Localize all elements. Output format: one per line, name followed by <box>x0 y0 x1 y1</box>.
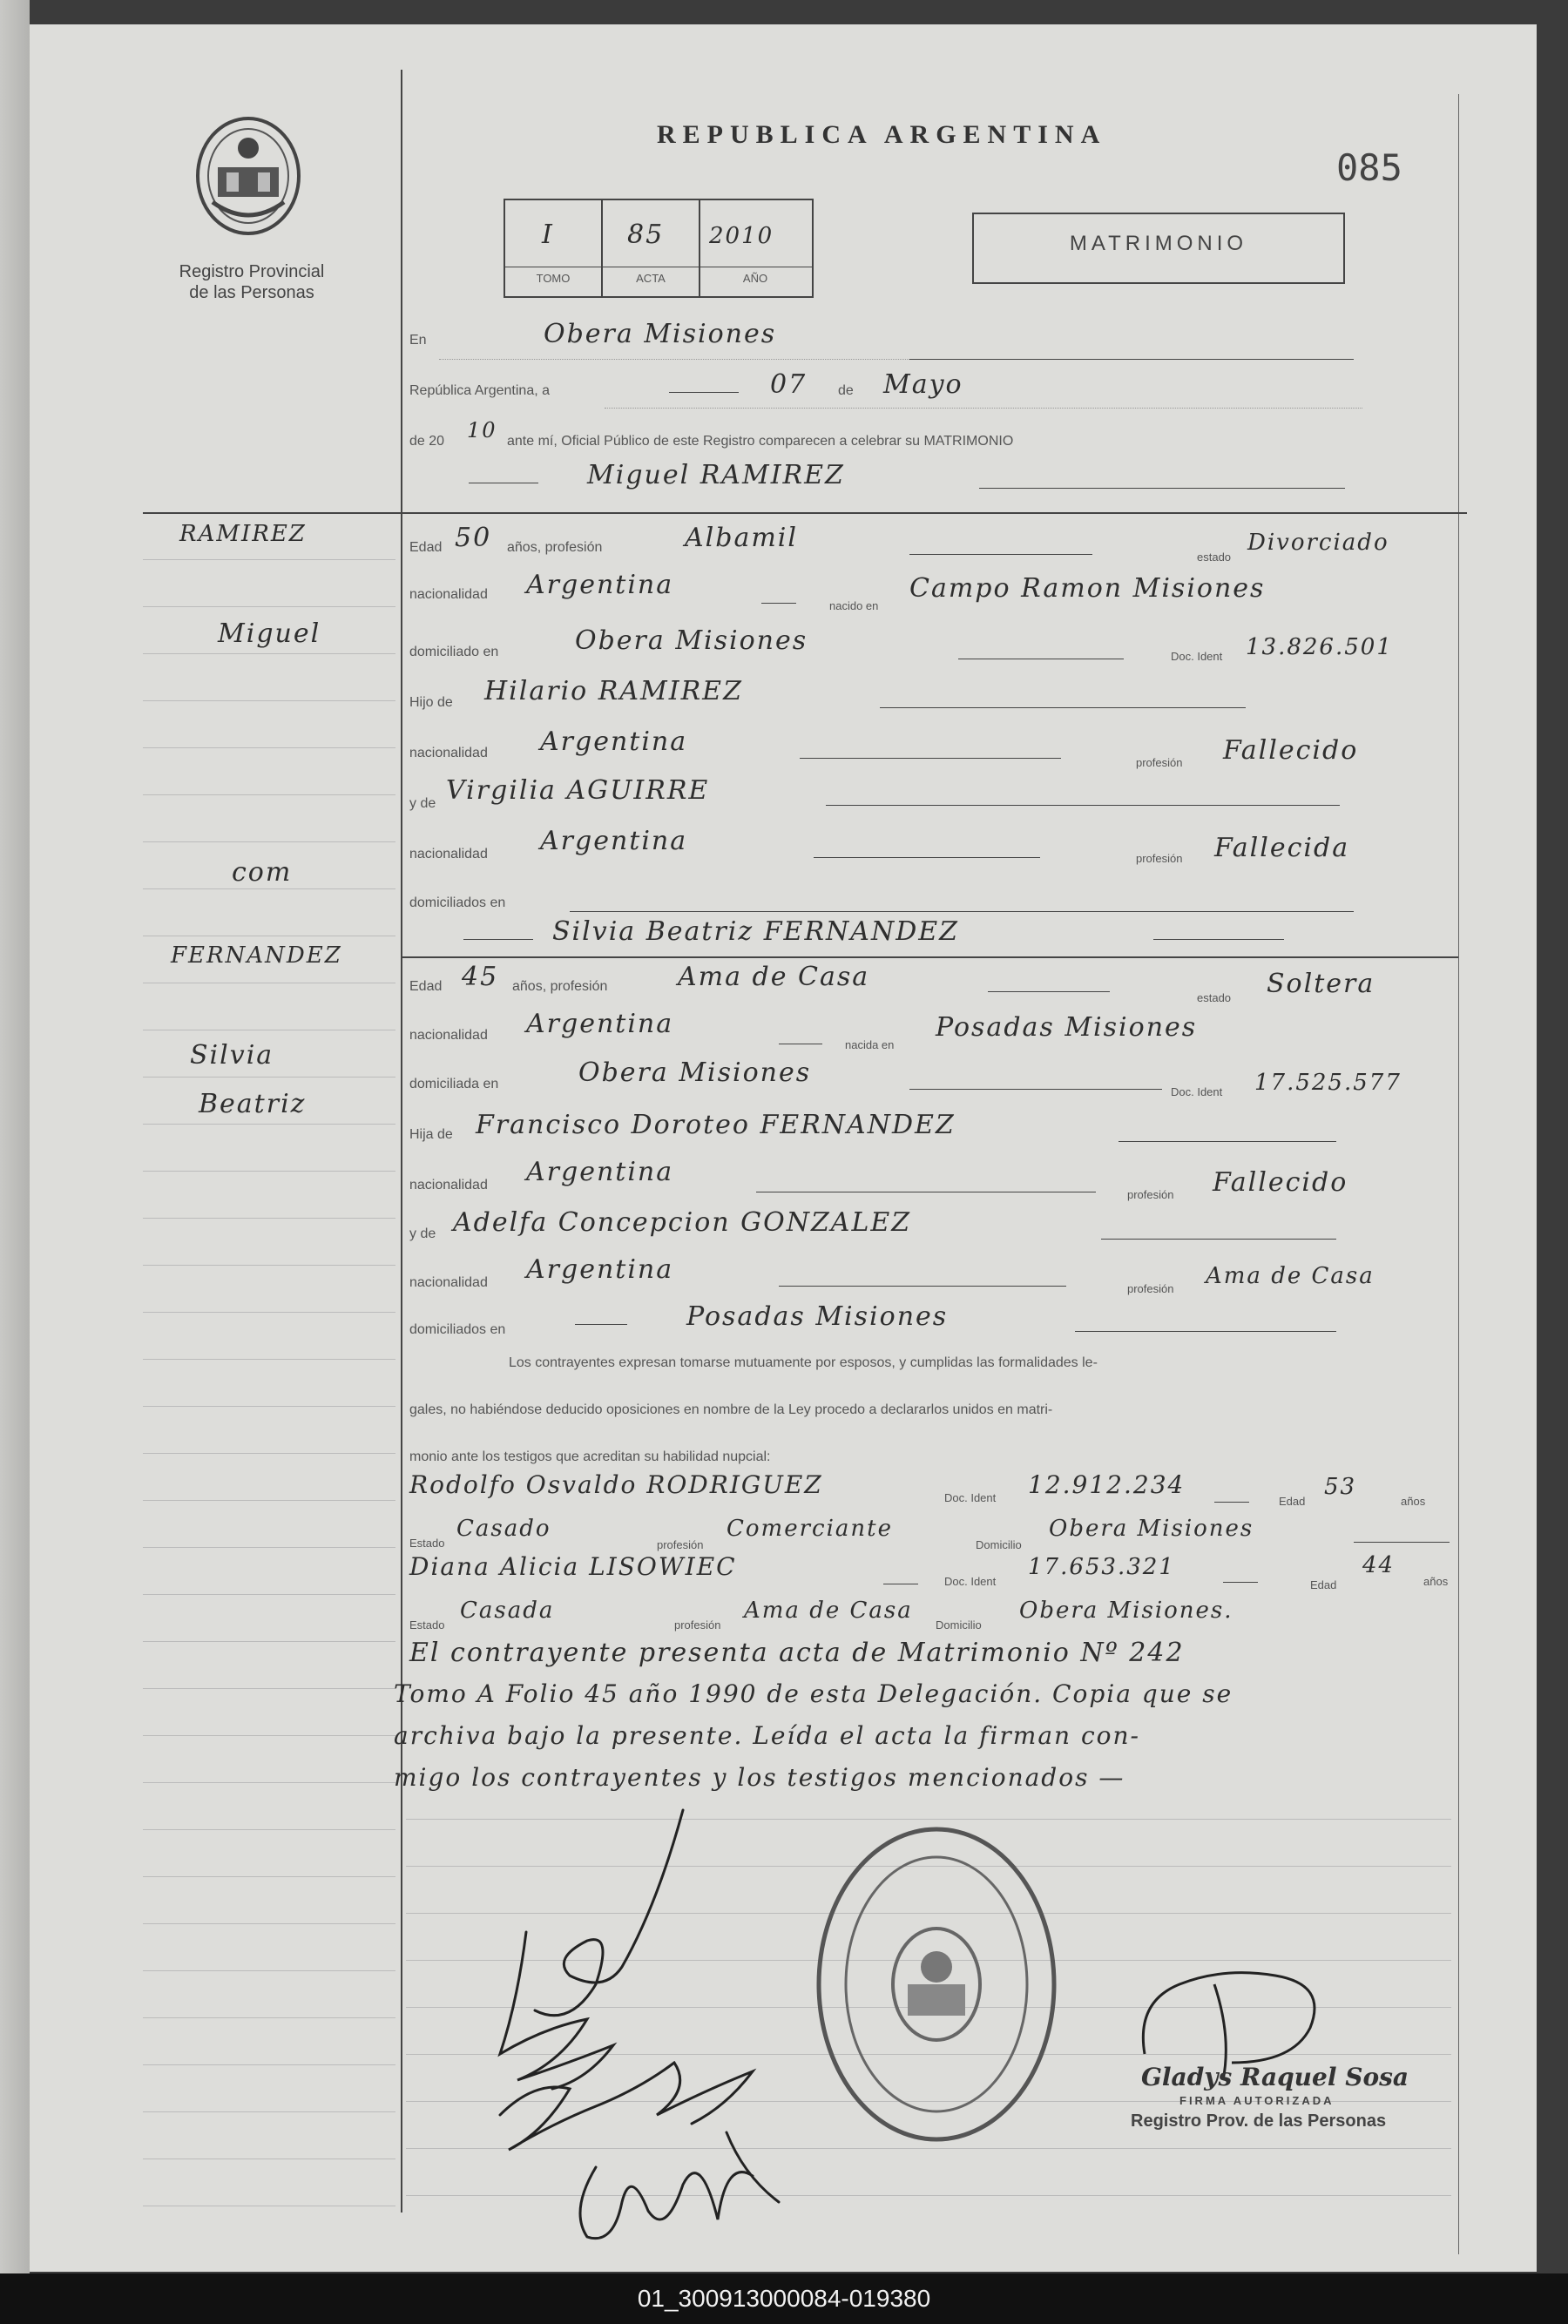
place: Obera Misiones <box>544 319 777 349</box>
margin-rule <box>143 700 395 701</box>
margin-rule <box>143 1594 395 1595</box>
bride-mother-nationality: Argentina <box>526 1254 674 1285</box>
groom-father-prof-label: profesión <box>1136 756 1183 769</box>
margin-rule <box>143 1500 395 1501</box>
margin-rule <box>143 1406 395 1407</box>
witness-2-profesion-label: profesión <box>674 1618 721 1632</box>
margin-bride-surname: FERNANDEZ <box>171 942 342 969</box>
witness-2-signature <box>580 2132 779 2239</box>
official-name: Gladys Raquel Sosa <box>1141 2063 1409 2091</box>
witness-2-anos-label: años <box>1423 1575 1449 1588</box>
bride-father: Francisco Doroteo FERNANDEZ <box>476 1110 956 1140</box>
margin-rule <box>143 2111 395 2112</box>
witness-1-profession: Comerciante <box>727 1516 893 1542</box>
margin-rule <box>143 1171 395 1172</box>
bride-anos-profesion-label: años, profesión <box>512 979 608 994</box>
declaration-line-2: gales, no habiéndose deducido oposiciones en nombre de la Ley procedo a declararlos unidos en matri- <box>409 1402 1053 1417</box>
margin-groom-name: Miguel <box>218 618 321 649</box>
margin-rule <box>143 1312 395 1313</box>
country-title: REPUBLICA ARGENTINA <box>657 120 1107 149</box>
official-stamp <box>810 1819 1063 2150</box>
image-code: 01_300913000084-019380 <box>637 2285 931 2312</box>
year-suffix: 10 <box>467 418 497 443</box>
margin-bride-name-2: Beatriz <box>199 1089 307 1119</box>
act-type: MATRIMONIO <box>1069 232 1248 255</box>
margin-rule <box>143 1641 395 1642</box>
witness-1-doc-label: Doc. Ident <box>944 1491 997 1504</box>
groom-mother-nationality: Argentina <box>540 826 688 856</box>
republica-label: República Argentina, a <box>409 383 550 398</box>
margin-rule <box>143 1876 395 1877</box>
margin-rule <box>143 606 395 607</box>
witness-2-age: 44 <box>1362 1552 1396 1578</box>
signatures-drawing <box>465 1801 866 2254</box>
left-column-divider <box>401 70 402 2213</box>
margin-bride-name-1: Silvia <box>190 1040 274 1071</box>
bride-section-divider <box>401 956 1458 958</box>
margin-groom-surname: RAMIREZ <box>179 521 307 547</box>
de-label: de <box>838 383 854 398</box>
bride-age: 45 <box>462 962 499 992</box>
bride-edad-label: Edad <box>409 979 443 994</box>
registry-line-1: Registro Provincial <box>179 262 325 281</box>
groom-father-nationality: Argentina <box>540 726 688 757</box>
groom-nacionalidad-label: nacionalidad <box>409 587 488 602</box>
bride-birthplace: Posadas Misiones <box>936 1012 1198 1043</box>
groom-mother-label: y de <box>409 796 436 811</box>
groom-section-divider <box>143 512 1467 514</box>
image-code-footer <box>0 2273 1568 2324</box>
official-title: FIRMA AUTORIZADA <box>1179 2094 1335 2107</box>
year-prefix: de 20 <box>409 434 445 449</box>
bride-mother-prof-label: profesión <box>1127 1282 1174 1295</box>
witness-2-domicile: Obera Misiones. <box>1019 1598 1233 1624</box>
bride-mother-label: y de <box>409 1226 436 1241</box>
margin-rule <box>143 1218 395 1219</box>
witness-1-edad-label: Edad <box>1279 1495 1306 1508</box>
margin-rule <box>143 1453 395 1454</box>
declaration-line-1: Los contrayentes expresan tomarse mutuamente por esposos, y cumplidas las formalidades le- <box>509 1355 1098 1370</box>
bride-father-nationality: Argentina <box>526 1157 674 1187</box>
witness-2-name: Diana Alicia LISOWIEC <box>409 1552 737 1581</box>
book-binding <box>0 0 30 2273</box>
margin-rule <box>143 1547 395 1548</box>
margin-rule <box>143 1688 395 1689</box>
groom-anos-profesion-label: años, profesión <box>507 540 603 555</box>
groom-age: 50 <box>455 523 492 553</box>
bride-parents-domicile: Posadas Misiones <box>686 1301 949 1332</box>
note-line-3: archiva bajo la presente. Leída el acta la firman con- <box>394 1721 1140 1750</box>
note-line-4: migo los contrayentes y los testigos mencionados — <box>394 1763 1125 1792</box>
tomo-label: TOMO <box>536 272 571 285</box>
witness-2-status: Casada <box>460 1598 555 1624</box>
witness-2-doc: 17.653.321 <box>1028 1554 1175 1580</box>
bride-domiciliada-label: domiciliada en <box>409 1077 499 1091</box>
declaration-line-3: monio ante los testigos que acreditan su habilidad nupcial: <box>409 1449 771 1464</box>
witness-1-domicilio-label: Domicilio <box>976 1538 1022 1551</box>
bride-doc: 17.525.577 <box>1254 1070 1402 1096</box>
official-office: Registro Prov. de las Personas <box>1131 2111 1387 2131</box>
witness-1-status: Casado <box>456 1516 551 1542</box>
registry-emblem <box>192 115 305 237</box>
margin-rule <box>143 653 395 654</box>
bride-father-profession: Fallecido <box>1213 1167 1348 1198</box>
groom-doc-label: Doc. Ident <box>1171 650 1223 663</box>
page-number: 085 <box>1336 146 1402 189</box>
bride-nacionalidad-label: nacionalidad <box>409 1028 488 1043</box>
bride-estado-label: estado <box>1197 991 1232 1004</box>
groom-father: Hilario RAMIREZ <box>484 676 743 706</box>
margin-rule <box>143 1265 395 1266</box>
witness-1-domicile: Obera Misiones <box>1049 1516 1254 1542</box>
margin-rule <box>143 2158 395 2159</box>
margin-rule <box>143 2017 395 2018</box>
tomo-value: I <box>542 220 554 250</box>
acta-label: ACTA <box>636 272 666 285</box>
bride-father-label: Hija de <box>409 1127 453 1142</box>
ano-label: AÑO <box>742 272 768 285</box>
margin-rule <box>143 888 395 889</box>
margin-rule <box>143 559 395 560</box>
note-line-1: El contrayente presenta acta de Matrimonio Nº 242 <box>409 1638 1185 1668</box>
groom-mother-profession: Fallecida <box>1214 833 1350 863</box>
bride-doc-label: Doc. Ident <box>1171 1085 1223 1098</box>
bride-nationality: Argentina <box>526 1009 674 1039</box>
groom-domiciliados-label: domiciliados en <box>409 895 506 910</box>
ano-value: 2010 <box>709 223 774 249</box>
margin-connector: com <box>232 857 293 888</box>
bride-mother-profession: Ama de Casa <box>1206 1263 1375 1289</box>
registry-emblem-icon <box>192 115 305 237</box>
groom-doc: 13.826.501 <box>1246 634 1393 660</box>
groom-edad-label: Edad <box>409 540 443 555</box>
bride-full-name: Silvia Beatriz FERNANDEZ <box>552 916 959 947</box>
groom-domicile: Obera Misiones <box>575 625 808 656</box>
groom-estado-label: estado <box>1197 551 1232 564</box>
groom-mother-nat-label: nacionalidad <box>409 847 488 861</box>
bride-signature <box>500 1932 613 2089</box>
bride-profession: Ama de Casa <box>678 962 870 992</box>
bride-mother: Adelfa Concepcion GONZALEZ <box>453 1207 912 1238</box>
acta-value: 85 <box>627 220 665 250</box>
note-line-2: Tomo A Folio 45 año 1990 de esta Delegación. Copia que se <box>394 1679 1233 1708</box>
witness-1-signature <box>500 2063 753 2150</box>
margin-rule <box>143 1923 395 1924</box>
act-type-box <box>972 213 1345 284</box>
witness-2-doc-label: Doc. Ident <box>944 1575 997 1588</box>
day: 07 <box>770 369 808 400</box>
record-number-box <box>504 199 814 298</box>
witness-2-estado-label: Estado <box>409 1618 445 1632</box>
margin-rule <box>143 1829 395 1830</box>
margin-rule <box>143 1359 395 1360</box>
groom-signature <box>535 1810 683 2016</box>
groom-full-name: Miguel RAMIREZ <box>587 460 845 490</box>
bride-civil-status: Soltera <box>1267 969 1375 999</box>
witness-1-name: Rodolfo Osvaldo RODRIGUEZ <box>409 1470 823 1499</box>
witness-2-profession: Ama de Casa <box>744 1598 913 1624</box>
groom-domiciliado-label: domiciliado en <box>409 645 499 659</box>
bride-father-prof-label: profesión <box>1127 1188 1174 1201</box>
certificate-sheet <box>30 24 1537 2272</box>
margin-rule <box>143 794 395 795</box>
margin-rule <box>143 1077 395 1078</box>
month: Mayo <box>883 369 963 400</box>
witness-1-doc: 12.912.234 <box>1028 1470 1186 1499</box>
groom-nationality: Argentina <box>526 570 674 600</box>
bride-mother-nat-label: nacionalidad <box>409 1275 488 1290</box>
right-border <box>1458 94 1459 2254</box>
groom-father-nat-label: nacionalidad <box>409 746 488 760</box>
margin-rule <box>143 841 395 842</box>
witness-1-anos-label: años <box>1401 1495 1426 1508</box>
bride-father-nat-label: nacionalidad <box>409 1178 488 1192</box>
registry-line-2: de las Personas <box>189 283 314 302</box>
celebrate-text: ante mí, Oficial Público de este Registro comparecen a celebrar su MATRIMONIO <box>507 434 1014 449</box>
margin-rule <box>143 1735 395 1736</box>
bride-nacida-label: nacida en <box>845 1038 895 1051</box>
margin-rule <box>143 747 395 748</box>
witness-2-edad-label: Edad <box>1310 1578 1337 1591</box>
witness-2-domicilio-label: Domicilio <box>936 1618 982 1632</box>
bride-domicile: Obera Misiones <box>578 1057 812 1088</box>
margin-rule <box>143 1970 395 1971</box>
groom-father-label: Hijo de <box>409 695 453 710</box>
registry-name <box>160 261 343 303</box>
witness-1-estado-label: Estado <box>409 1537 445 1550</box>
groom-father-profession: Fallecido <box>1223 735 1359 766</box>
groom-mother-prof-label: profesión <box>1136 852 1183 865</box>
margin-rule <box>143 2064 395 2065</box>
groom-mother: Virgilia AGUIRRE <box>446 775 710 806</box>
groom-birthplace: Campo Ramon Misiones <box>909 573 1266 604</box>
bride-domiciliados-label: domiciliados en <box>409 1322 506 1337</box>
groom-civil-status: Divorciado <box>1247 530 1389 556</box>
witness-1-profesion-label: profesión <box>657 1538 704 1551</box>
margin-rule <box>143 1782 395 1783</box>
en-label: En <box>409 333 427 348</box>
witness-1-age: 53 <box>1324 1474 1357 1500</box>
groom-profession: Albamil <box>685 523 798 553</box>
margin-rule <box>143 1124 395 1125</box>
groom-nacido-label: nacido en <box>829 599 879 612</box>
